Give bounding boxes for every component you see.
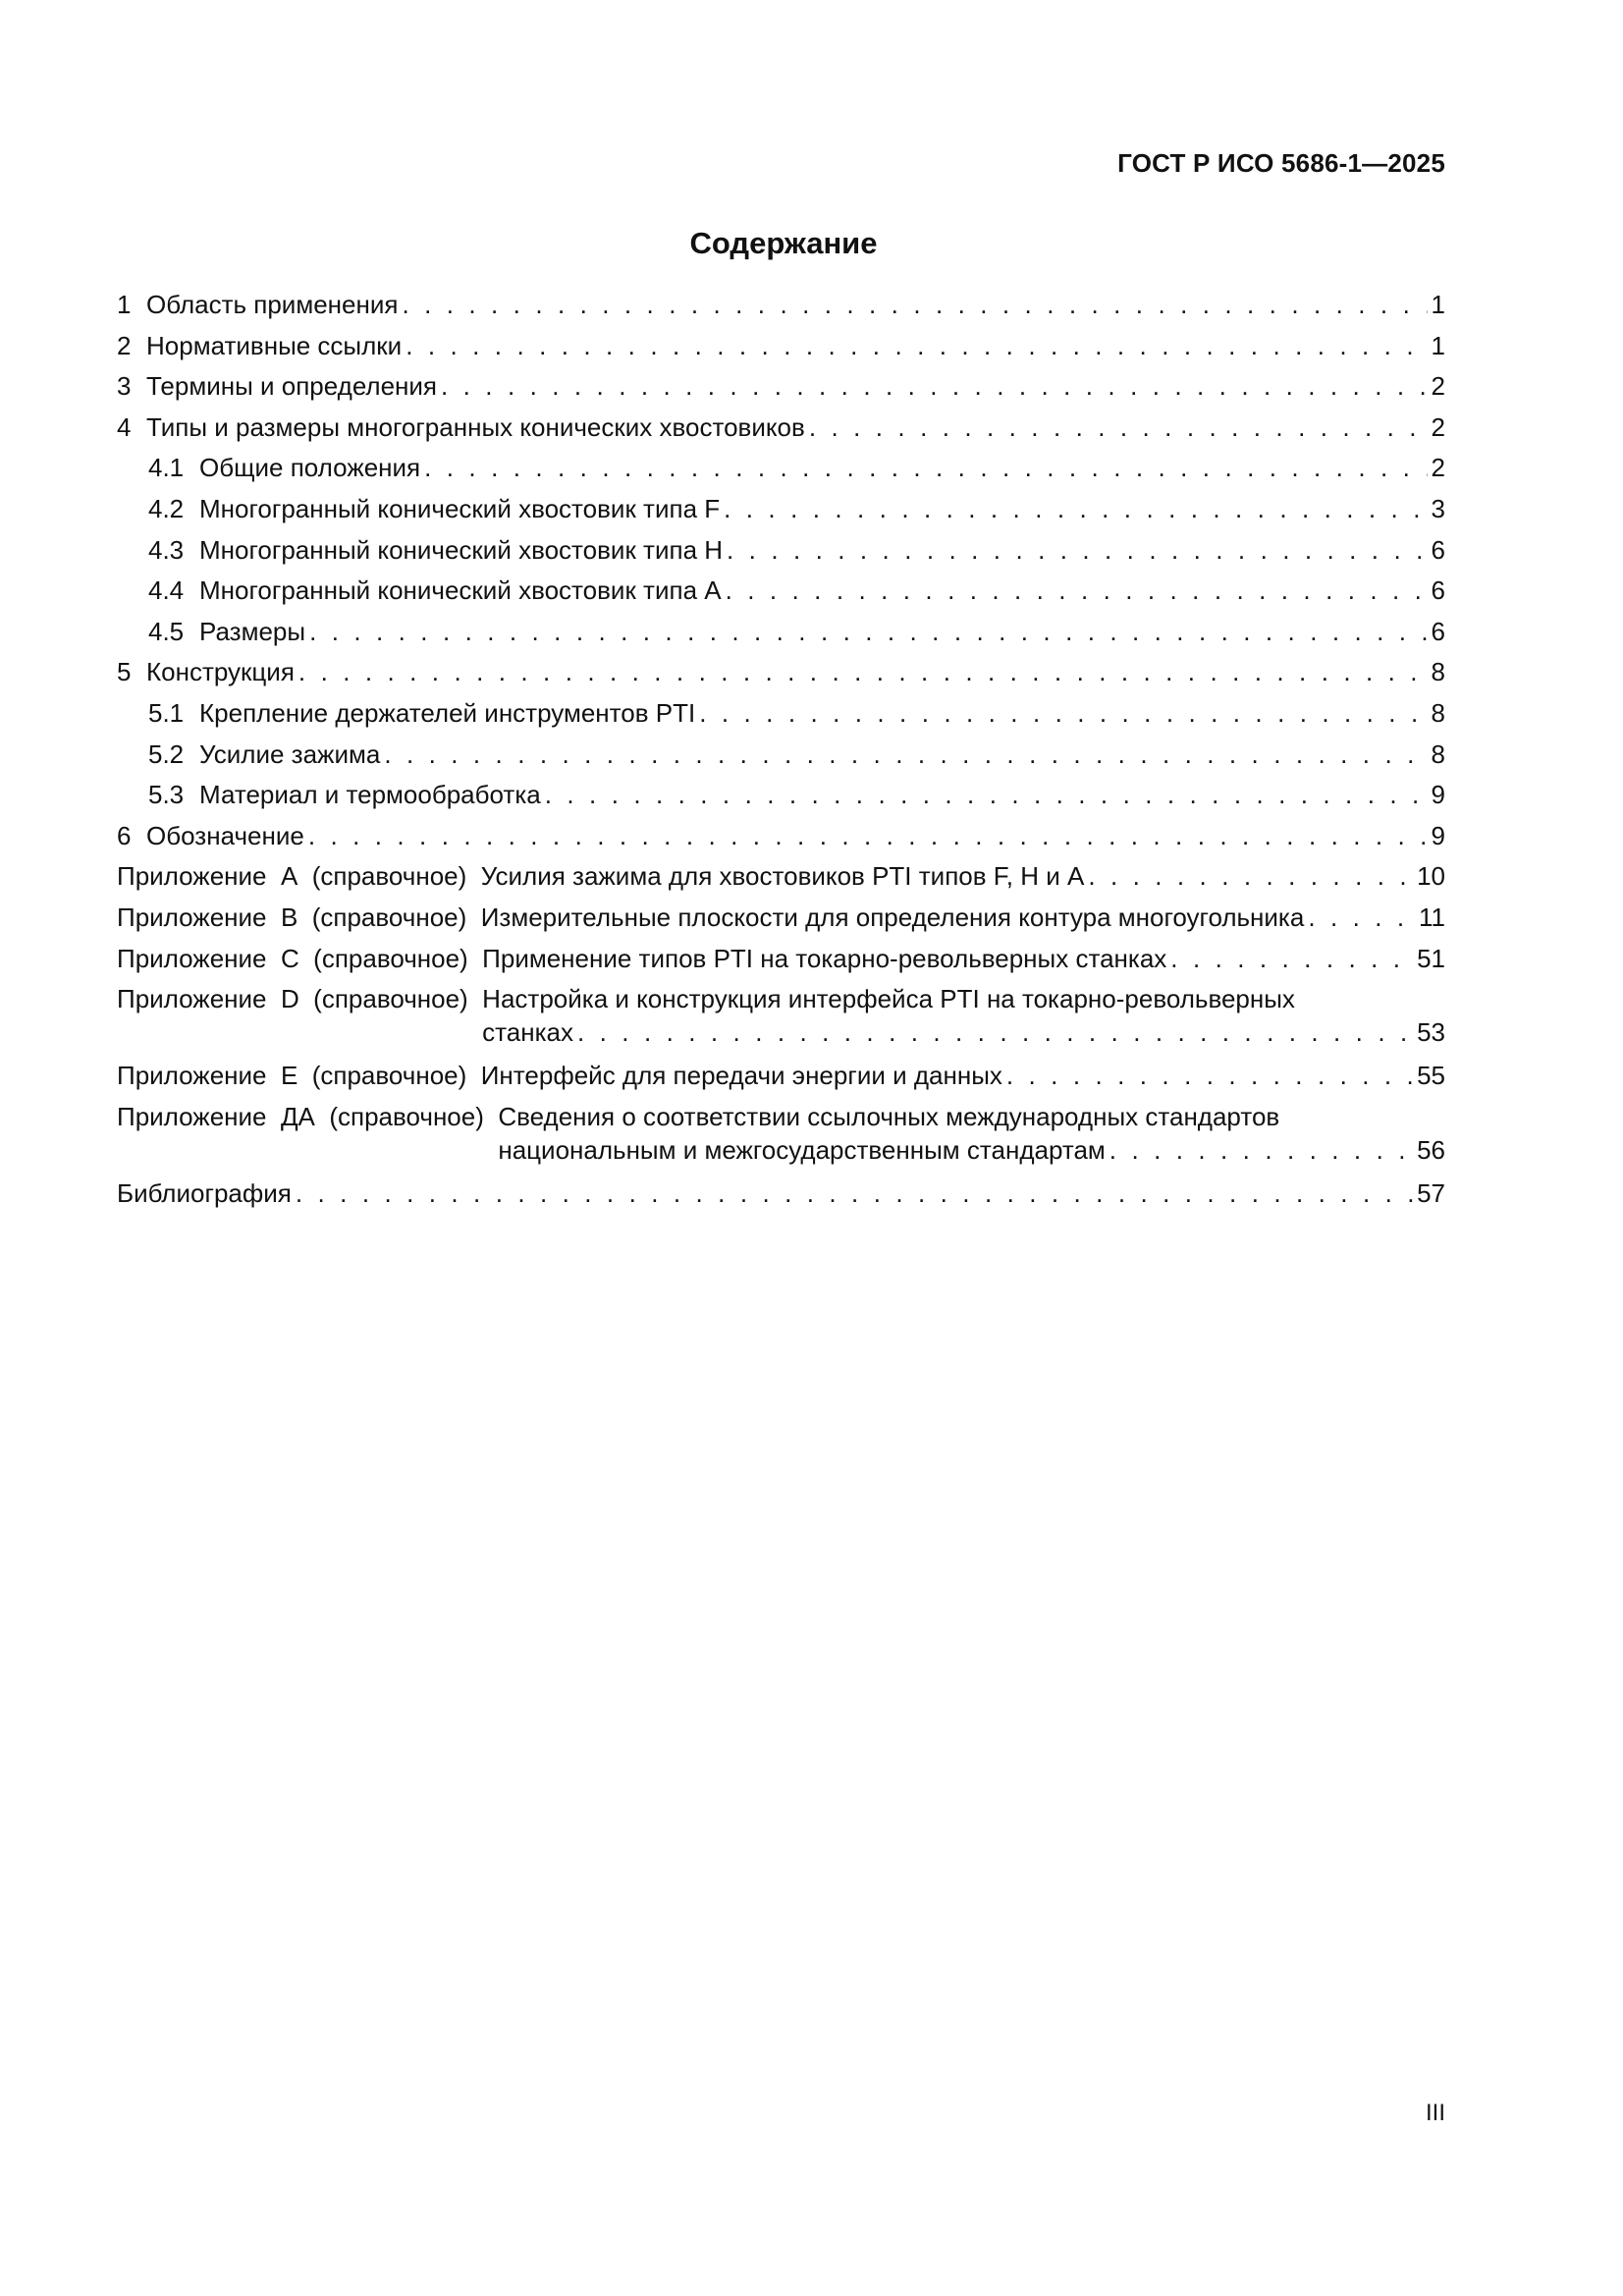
appendix-prefix: Приложение ДА (справочное) bbox=[117, 1101, 499, 1131]
appendix-prefix: Приложение А (справочное) bbox=[117, 861, 481, 892]
appendix-title: Применение типов PTI на токарно-револьверных станках bbox=[482, 943, 1167, 973]
entry-page: 2 bbox=[1431, 371, 1445, 402]
dot-leader bbox=[809, 410, 1428, 444]
toc-subentry[interactable] bbox=[117, 738, 1445, 779]
entry-page: 6 bbox=[1431, 534, 1445, 565]
appendix-prefix: Приложение В (справочное) bbox=[117, 902, 481, 932]
dot-leader bbox=[724, 492, 1427, 525]
entry-title: Многогранный конический хвостовик типа H bbox=[199, 534, 724, 565]
entry-title: Термины и определения bbox=[146, 371, 438, 402]
toc-entry[interactable] bbox=[117, 655, 1445, 696]
toc-appendix-c[interactable] bbox=[117, 942, 1445, 983]
entry-title: Область применения bbox=[146, 290, 399, 319]
entry-title: Обозначение bbox=[146, 820, 304, 850]
toc-appendix-e[interactable] bbox=[117, 1059, 1445, 1100]
entry-page: 57 bbox=[1417, 1177, 1445, 1208]
toc-entry[interactable] bbox=[117, 410, 1445, 452]
dot-leader bbox=[1170, 942, 1413, 975]
dot-leader bbox=[1308, 901, 1415, 934]
entry-page: 1 bbox=[1431, 330, 1445, 360]
toc-appendix-b[interactable] bbox=[117, 901, 1445, 942]
page-number: III bbox=[1425, 2100, 1445, 2126]
entry-number: 4.5 bbox=[148, 616, 185, 646]
dot-leader bbox=[296, 1176, 1413, 1210]
entry-page: 2 bbox=[1431, 411, 1445, 442]
toc-subentry[interactable] bbox=[117, 696, 1445, 738]
dot-leader bbox=[406, 329, 1427, 362]
entry-page: 1 bbox=[1431, 290, 1445, 319]
dot-leader bbox=[402, 288, 1427, 321]
entry-page: 11 bbox=[1419, 902, 1445, 932]
toc-bibliography[interactable] bbox=[117, 1176, 1445, 1218]
appendix-prefix: Приложение Е (справочное) bbox=[117, 1061, 481, 1091]
toc-subentry[interactable] bbox=[117, 615, 1445, 656]
appendix-title-cont: национальным и межгосударственным стандартам bbox=[498, 1134, 1106, 1165]
entry-title: Нормативные ссылки bbox=[146, 330, 403, 360]
toc-subentry[interactable] bbox=[117, 533, 1445, 574]
toc-appendix-a[interactable] bbox=[117, 859, 1445, 901]
entry-title: Материал и термообработка bbox=[199, 780, 541, 810]
dot-leader bbox=[726, 574, 1428, 607]
entry-page: 2 bbox=[1431, 453, 1445, 483]
entry-number: 1 bbox=[117, 290, 132, 319]
toc-entry[interactable] bbox=[117, 819, 1445, 860]
dot-leader bbox=[1088, 859, 1413, 893]
entry-page: 8 bbox=[1431, 657, 1445, 687]
toc-appendix-da[interactable] bbox=[117, 1100, 1445, 1176]
entry-number: 3 bbox=[117, 371, 132, 402]
appendix-title: Усилия зажима для хвостовиков PTI типов F, H и A bbox=[480, 861, 1085, 892]
entry-title: Многогранный конический хвостовик типа A bbox=[199, 575, 722, 606]
bibliography-title: Библиография bbox=[117, 1177, 292, 1208]
entry-title: Общие положения bbox=[199, 453, 421, 483]
entry-number: 4.1 bbox=[148, 453, 185, 483]
entry-page: 8 bbox=[1431, 738, 1445, 769]
dot-leader bbox=[545, 778, 1428, 811]
dot-leader bbox=[309, 615, 1427, 648]
table-of-contents bbox=[117, 288, 1445, 1217]
dot-leader bbox=[298, 655, 1428, 688]
appendix-title: Настройка и конструкция интерфейса PTI на токарно-револьверных bbox=[482, 984, 1295, 1014]
toc-entry[interactable] bbox=[117, 288, 1445, 329]
entry-page: 10 bbox=[1417, 861, 1445, 892]
entry-page: 55 bbox=[1417, 1061, 1445, 1091]
appendix-prefix: Приложение D (справочное) bbox=[117, 984, 483, 1014]
dot-leader bbox=[384, 738, 1427, 771]
appendix-title-cont: станках bbox=[482, 1017, 574, 1048]
entry-page: 6 bbox=[1431, 575, 1445, 606]
appendix-title: Измерительные плоскости для определения контура многоугольника bbox=[480, 902, 1305, 932]
dot-leader bbox=[308, 819, 1428, 852]
entry-number: 4.3 bbox=[148, 534, 185, 565]
toc-appendix-d[interactable] bbox=[117, 982, 1445, 1059]
toc-subentry[interactable] bbox=[117, 574, 1445, 615]
entry-page: 9 bbox=[1431, 780, 1445, 810]
appendix-prefix: Приложение С (справочное) bbox=[117, 943, 483, 973]
entry-number: 2 bbox=[117, 330, 132, 360]
toc-subentry[interactable] bbox=[117, 778, 1445, 819]
entry-number: 5 bbox=[117, 657, 132, 687]
toc-subentry[interactable] bbox=[117, 451, 1445, 492]
entry-title: Конструкция bbox=[146, 657, 295, 687]
entry-number: 4.4 bbox=[148, 575, 185, 606]
toc-title: Содержание bbox=[689, 226, 878, 260]
dot-leader bbox=[1006, 1059, 1413, 1092]
entry-page: 9 bbox=[1431, 820, 1445, 850]
entry-page: 6 bbox=[1431, 616, 1445, 646]
dot-leader bbox=[424, 451, 1427, 484]
dot-leader bbox=[441, 369, 1428, 403]
entry-title: Крепление держателей инструментов PTI bbox=[199, 697, 696, 728]
appendix-title: Интерфейс для передачи энергии и данных bbox=[480, 1061, 1002, 1091]
dot-leader bbox=[699, 696, 1427, 730]
entry-title: Усилие зажима bbox=[199, 738, 381, 769]
entry-number: 6 bbox=[117, 820, 132, 850]
entry-number: 5.2 bbox=[148, 738, 185, 769]
toc-entry[interactable] bbox=[117, 369, 1445, 410]
entry-title: Типы и размеры многогранных конических хвостовиков bbox=[146, 411, 805, 442]
entry-title: Размеры bbox=[199, 616, 306, 646]
entry-number: 4.2 bbox=[148, 493, 185, 523]
entry-number: 5.3 bbox=[148, 780, 185, 810]
entry-title: Многогранный конический хвостовик типа F bbox=[199, 493, 721, 523]
dot-leader bbox=[1109, 1133, 1413, 1167]
document-code: ГОСТ Р ИСО 5686-1—2025 bbox=[1117, 148, 1445, 178]
dot-leader bbox=[727, 533, 1428, 567]
entry-page: 8 bbox=[1431, 697, 1445, 728]
appendix-title: Сведения о соответствии ссылочных международных стандартов bbox=[498, 1101, 1280, 1131]
entry-page: 56 bbox=[1417, 1134, 1445, 1165]
dot-leader bbox=[577, 1015, 1413, 1049]
toc-subentry[interactable] bbox=[117, 492, 1445, 533]
toc-entry[interactable] bbox=[117, 329, 1445, 370]
entry-number: 4 bbox=[117, 411, 132, 442]
entry-number: 5.1 bbox=[148, 697, 185, 728]
entry-page: 51 bbox=[1417, 943, 1445, 973]
entry-page: 3 bbox=[1431, 493, 1445, 523]
entry-page: 53 bbox=[1417, 1017, 1445, 1048]
